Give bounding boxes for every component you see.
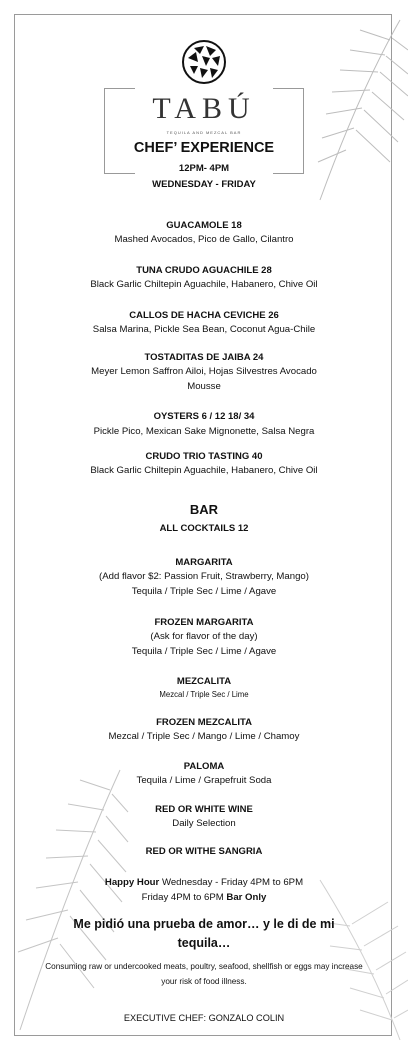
item-desc: Salsa Marina, Pickle Sea Bean, Coconut Agua-Chile: [92, 324, 316, 335]
item-desc: Pickle Pico, Mexican Sake Mignonette, Salsa Negra: [93, 426, 315, 437]
item-desc: Mousse: [187, 381, 221, 392]
drink-desc: Daily Selection: [172, 818, 236, 829]
drink-desc: Tequila / Triple Sec / Lime / Agave: [131, 646, 277, 657]
item-desc: Black Garlic Chiltepin Aguachile, Habanero, Chive Oil: [90, 279, 318, 290]
drink-name: FROZEN MARGARITA: [154, 617, 254, 628]
drink-name: RED OR WHITE WINE: [155, 804, 253, 815]
happy-hour-times: Wednesday - Friday 4PM to 6PM: [159, 877, 304, 888]
brand-box: [104, 88, 304, 172]
drink-name: FROZEN MEZCALITA: [156, 717, 252, 728]
happy-hour-friday: Friday 4PM to 6PM: [141, 892, 227, 903]
happy-hour-label: Happy Hour: [104, 877, 160, 888]
brand-tagline: TEQUILA AND MEZCAL BAR: [166, 130, 242, 135]
disclaimer-line: Consuming raw or undercooked meats, poultry, seafood, shellfish or eggs may increase: [45, 962, 363, 971]
drink-name: PALOMA: [183, 761, 225, 772]
drink-name: MEZCALITA: [176, 676, 232, 687]
happy-hour-line: [0, 890, 408, 906]
disclaimer-line: your risk of food illness.: [161, 977, 247, 986]
item-name: TUNA CRUDO AGUACHILE 28: [136, 265, 272, 276]
executive-chef: EXECUTIVE CHEF: GONZALO COLIN: [123, 1013, 285, 1023]
item-name: CRUDO TRIO TASTING 40: [145, 451, 263, 462]
bar-subtitle: ALL COCKTAILS 12: [159, 523, 249, 534]
bar-only-label: Bar Only: [226, 892, 267, 903]
drink-name: MARGARITA: [175, 557, 233, 568]
item-name: CALLOS DE HACHA CEVICHE 26: [129, 310, 279, 321]
happy-hour-line: [0, 875, 408, 891]
quote-line: Me pidió una prueba de amor… y le di de mi: [73, 917, 335, 931]
item-name: GUACAMOLE 18: [166, 220, 242, 231]
item-desc: Meyer Lemon Saffron Ailoi, Hojas Silvestres Avocado: [91, 366, 317, 377]
drink-name: RED OR WITHE SANGRIA: [145, 846, 263, 857]
service-days: WEDNESDAY - FRIDAY: [152, 179, 256, 190]
drink-desc: (Add flavor $2: Passion Fruit, Strawberry, Mango): [99, 571, 309, 582]
item-desc: Mashed Avocados, Pico de Gallo, Cilantro: [114, 234, 294, 245]
menu-title: CHEF’ EXPERIENCE: [133, 140, 275, 156]
bar-title: BAR: [189, 502, 219, 517]
quote-line: tequila…: [177, 936, 231, 950]
service-hours: 12PM- 4PM: [178, 163, 230, 174]
drink-desc: (Ask for flavor of the day): [150, 631, 258, 642]
item-name: OYSTERS 6 / 12 18/ 34: [153, 411, 255, 422]
brand-name: TABÚ: [152, 92, 256, 125]
drink-desc: Mezcal / Triple Sec / Mango / Lime / Chamoy: [108, 731, 300, 742]
drink-desc: Mezcal / Triple Sec / Lime: [159, 690, 249, 699]
drink-desc: Tequila / Lime / Grapefruit Soda: [136, 775, 272, 786]
drink-desc: Tequila / Triple Sec / Lime / Agave: [131, 586, 277, 597]
item-desc: Black Garlic Chiltepin Aguachile, Habanero, Chive Oil: [90, 465, 318, 476]
item-name: TOSTADITAS DE JAIBA 24: [144, 352, 264, 363]
logo-globe-icon: [180, 38, 228, 86]
